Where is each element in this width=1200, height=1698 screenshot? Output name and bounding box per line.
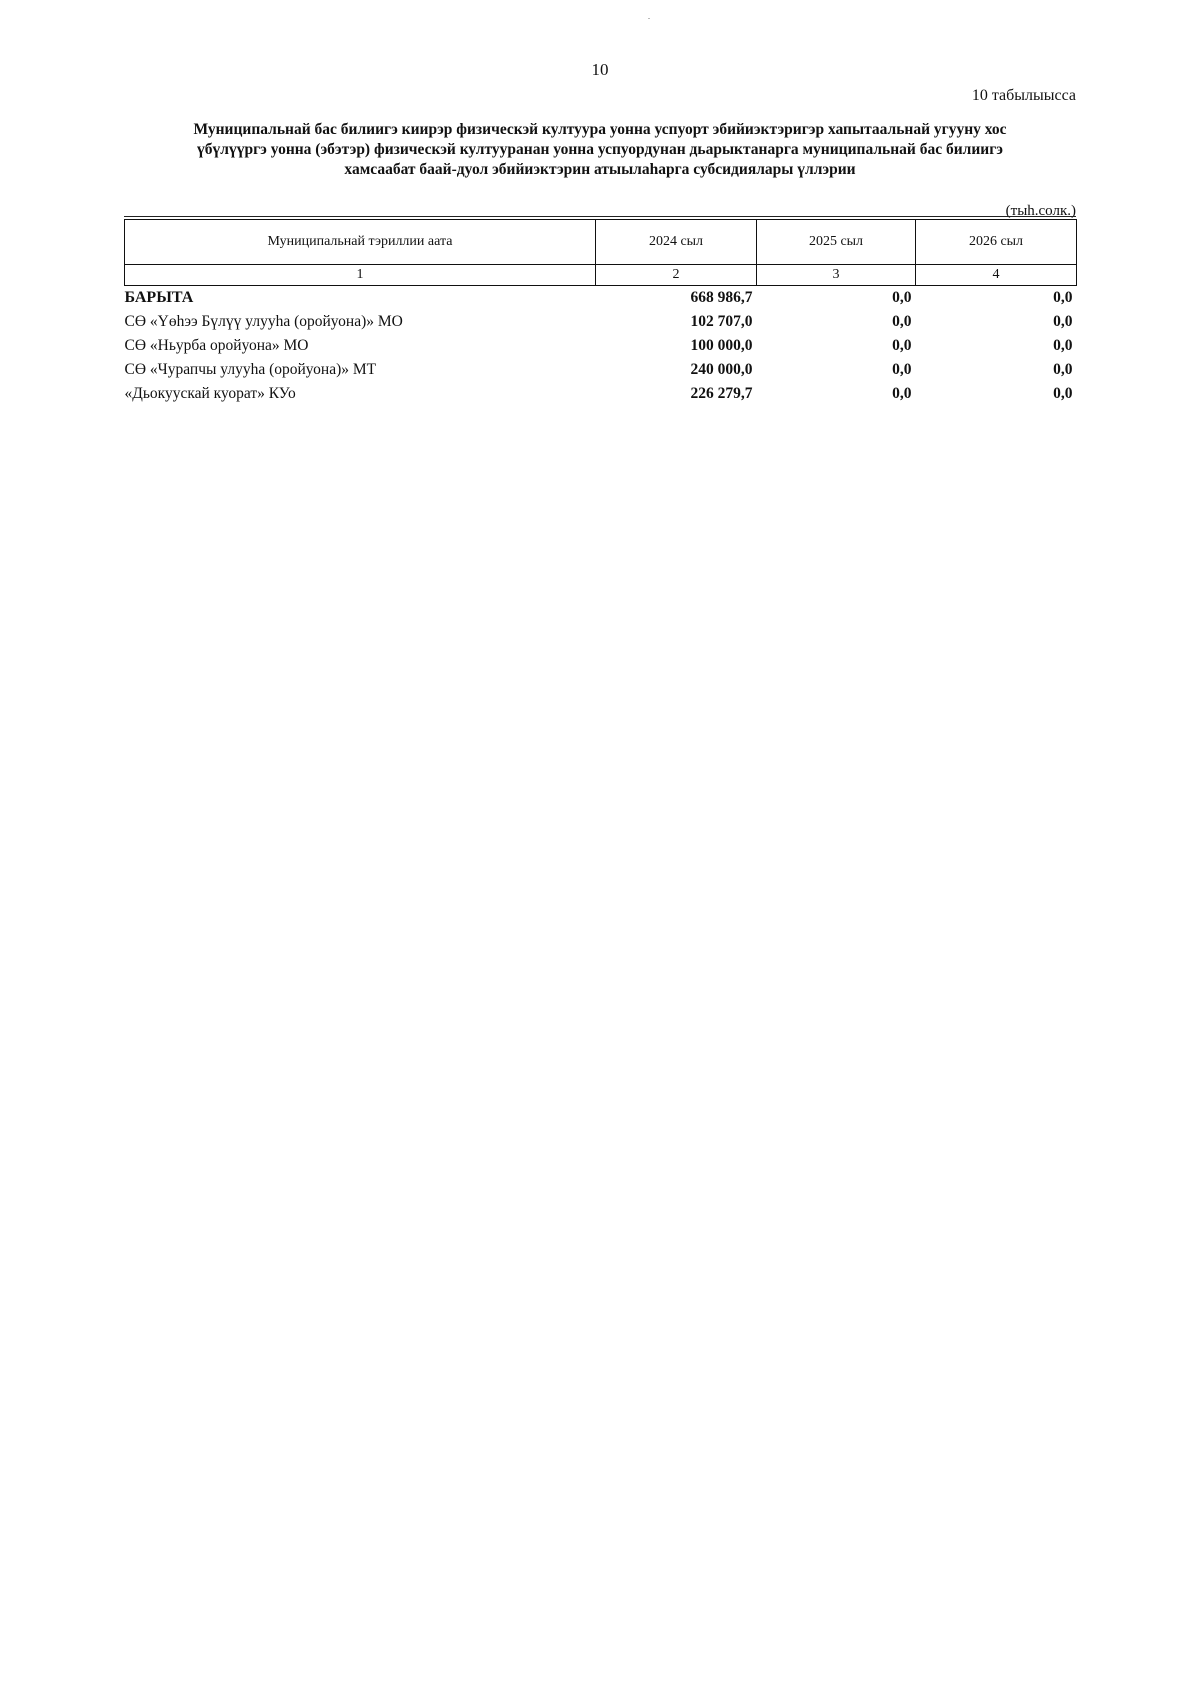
- title-line-1: Муниципальнай бас билиигэ киирэр физическэй култуура уонна успуорт эбийиэктэригэр хапытаальнай угууну хос: [193, 121, 1007, 138]
- value-2024: 668 986,7: [690, 289, 753, 306]
- annex-label: 10 табылыысса: [971, 87, 1076, 104]
- page-number: 10: [591, 60, 609, 79]
- table-row-total: [125, 286, 1077, 311]
- value-2026: 0,0: [1053, 361, 1073, 378]
- column-number-2: 2: [596, 265, 757, 286]
- value-2025: 0,0: [892, 337, 912, 354]
- table-row: [125, 310, 1077, 334]
- table-header-row: [125, 220, 1077, 265]
- scan-speck: [648, 18, 650, 19]
- value-2026: 0,0: [1053, 337, 1073, 354]
- title-line-2: үбүлүүргэ уонна (эбэтэр) физическэй култууранан уонна успуордунан дьарыктанарга муниципальнай бас билиигэ: [197, 141, 1003, 158]
- value-2025: 0,0: [892, 385, 912, 402]
- value-2024: 226 279,7: [690, 385, 753, 402]
- value-2025: 0,0: [892, 289, 912, 306]
- value-2026: 0,0: [1053, 313, 1073, 330]
- subsidy-table: [124, 219, 1077, 406]
- value-2024: 240 000,0: [690, 361, 753, 378]
- value-2024: 102 707,0: [690, 313, 753, 330]
- value-2025: 0,0: [892, 361, 912, 378]
- column-number-4: 4: [916, 265, 1077, 286]
- value-2025: 0,0: [892, 313, 912, 330]
- value-2026: 0,0: [1053, 289, 1073, 306]
- row-name: СӨ «Чурапчы улууһа (оройуона)» МТ: [124, 361, 377, 378]
- units-label: (тыһ.солк.): [1005, 203, 1076, 219]
- table-top-rule: [124, 216, 1076, 217]
- column-number-row: [125, 265, 1077, 286]
- title-line-3: хамсаабат баай-дуол эбийиэктэрин атыылаһарга субсидиялары үллэрии: [344, 161, 856, 178]
- value-2026: 0,0: [1053, 385, 1073, 402]
- row-name: БАРЫТА: [124, 289, 194, 306]
- column-number-3: 3: [757, 265, 916, 286]
- header-2025: 2025 сыл: [757, 220, 916, 265]
- table-row: [125, 382, 1077, 406]
- table-row: [125, 358, 1077, 382]
- row-name: СӨ «Үөһээ Бүлүү улууһа (оройуона)» МО: [124, 313, 403, 330]
- header-2024: 2024 сыл: [596, 220, 757, 265]
- column-number-1: 1: [125, 265, 596, 286]
- header-municipality: Муниципальнай тэриллии аата: [125, 220, 596, 265]
- row-name: «Дьокуускай куорат» КУо: [124, 385, 296, 402]
- document-title: [140, 120, 1060, 180]
- row-name: СӨ «Ньурба оройуона» МО: [124, 337, 309, 354]
- header-2026: 2026 сыл: [916, 220, 1077, 265]
- table-row: [125, 334, 1077, 358]
- value-2024: 100 000,0: [690, 337, 753, 354]
